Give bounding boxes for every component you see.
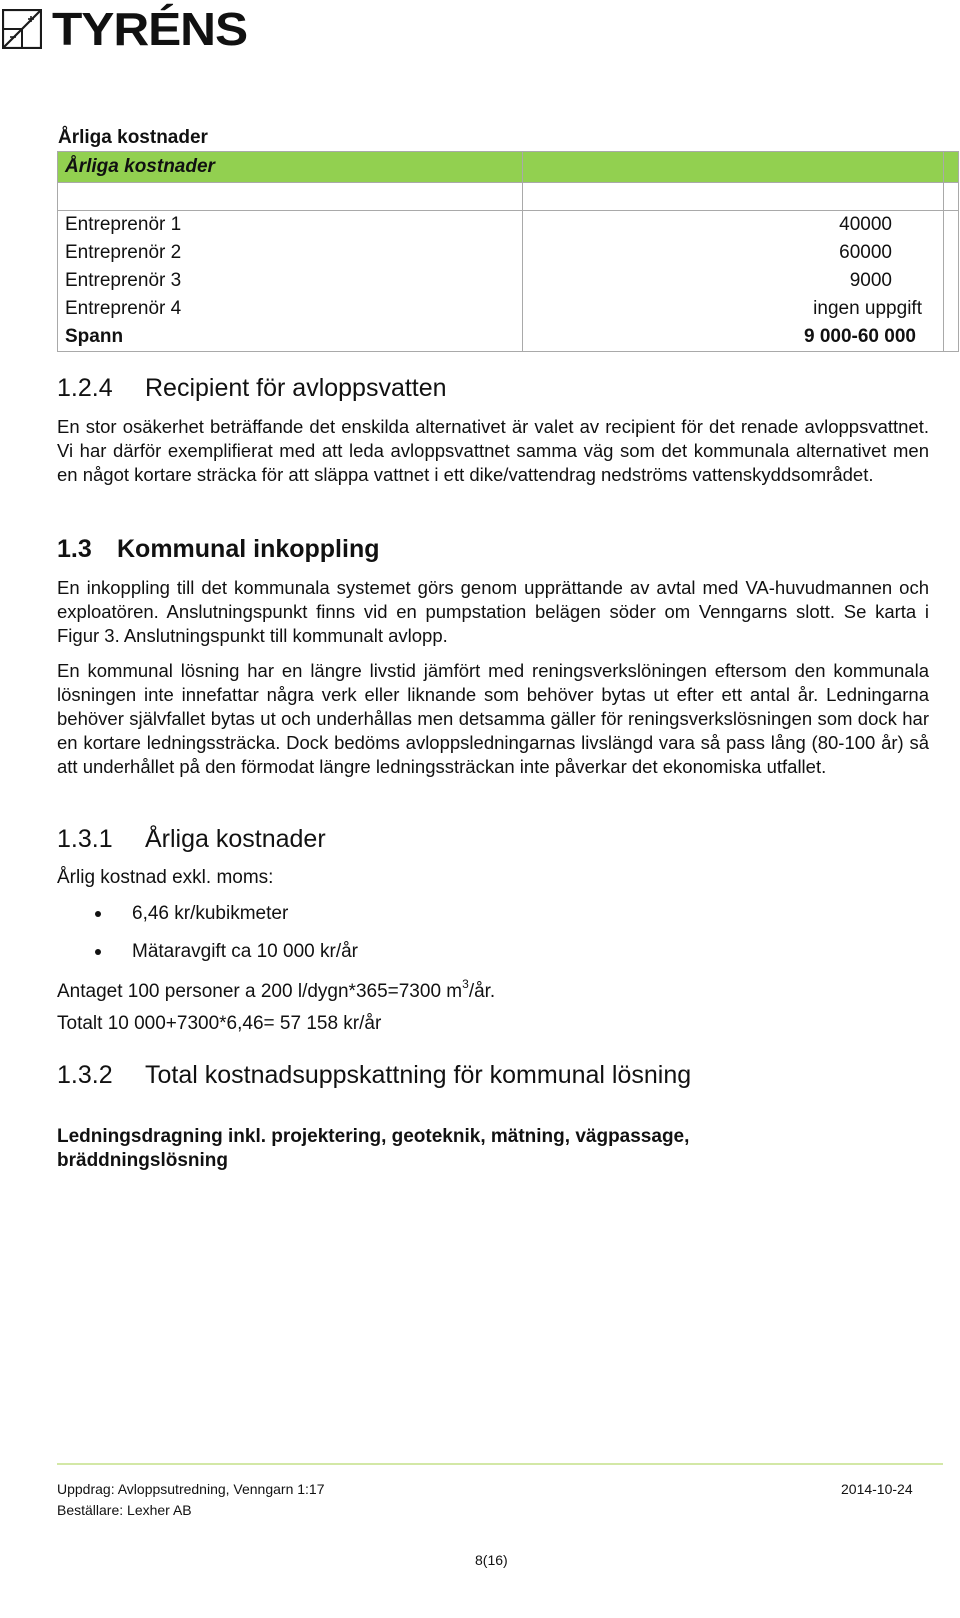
section-number: 1.3.1 [57,825,113,853]
section-heading-1-3 [57,535,380,564]
section-title: Recipient för avloppsvatten [145,374,447,402]
section-number: 1.3 [57,535,92,563]
list-item-text: Mätaravgift ca 10 000 kr/år [132,941,358,962]
cost-bullet-list [57,895,358,971]
table-header-cell [943,152,958,183]
table-row-total [58,323,959,352]
bullet-icon [95,949,101,955]
row-value: 9000 [522,267,943,295]
bold-cost-item: Ledningsdragning inkl. projektering, geoteknik, mätning, vägpassage, bräddningslösning [57,1126,690,1171]
table-header-cell [522,152,943,183]
row-label: Entreprenör 2 [58,239,523,267]
table-row [58,295,959,323]
bullet-icon [95,911,101,917]
logo-mark-icon [2,9,42,49]
section-heading-1-3-2 [57,1061,691,1090]
table-row [58,239,959,267]
list-item [57,933,358,971]
table-header-row [58,152,959,183]
table-caption: Årliga kostnader [58,127,208,148]
list-item-text: 6,46 kr/kubikmeter [132,903,289,924]
section-heading-1-2-4 [57,374,447,403]
company-logo [2,3,248,55]
table-row [58,267,959,295]
row-value: 60000 [522,239,943,267]
table-blank-row [58,183,959,211]
row-label: Entreprenör 1 [58,211,523,240]
footer-assignment: Uppdrag: Avloppsutredning, Venngarn 1:17 [57,1481,325,1497]
table-row [58,211,959,240]
footer-page-number: 8(16) [475,1552,508,1568]
superscript: 3 [462,977,469,991]
paragraph-recipient: En stor osäkerhet beträffande det enskilda alternativet är valet av recipient för det renade avloppsvattnet. Vi har därför exemplifierat med att leda avloppsvattnet samma väg som det kommunala alternativet men en något kortare sträcka för att släppa vattnet i ett dike/vattendrag nedströms vattenskyddsområdet. [57,416,929,485]
section-number: 1.2.4 [57,374,113,402]
row-label: Spann [58,323,523,352]
footer-divider [57,1463,943,1465]
row-value: 40000 [522,211,943,240]
logo-wordmark: TYRÉNS [52,3,248,55]
section-heading-1-3-1 [57,825,326,854]
row-label: Entreprenör 3 [58,267,523,295]
section-title: Total kostnadsuppskattning för kommunal lösning [145,1061,692,1089]
cost-intro: Årlig kostnad exkl. moms: [57,867,274,888]
annual-costs-table [57,151,959,352]
list-item [57,895,358,933]
footer-date: 2014-10-24 [841,1481,913,1497]
paragraph-livstid: En kommunal lösning har en längre livstid jämfört med reningsverkslöningen eftersom den kommunala lösningen inte innefattar några verk eller liknande som behöver bytas ut efter ett antal år. Ledningarna behöver självfallet bytas ut och underhållas men detsamma gäller för reningsverkslösningen som dock har en kortare ledningssträcka. Dock bedöms avloppsledningarnas livslängd vara så pass lång (80-100 år) så att underhållet på den förmodat längre ledningssträckan inte påverkar det ekonomiska utfallet. [57,660,929,777]
paragraph-inkoppling: En inkoppling till det kommunala systemet görs genom upprättande av avtal med VA-huvudmannen och exploatören. Anslutningspunkt finns vid en pumpstation belägen söder om Venngarns slott. Se karta i Figur 3. Anslutningspunkt till kommunalt avlopp. [57,577,929,646]
total-line: Totalt 10 000+7300*6,46= 57 158 kr/år [57,1013,382,1034]
row-value: 9 000-60 000 [522,323,943,352]
row-value: ingen uppgift [522,295,943,323]
row-label: Entreprenör 4 [58,295,523,323]
section-title: Kommunal inkoppling [117,535,380,563]
table-header-label: Årliga kostnader [58,152,523,183]
section-number: 1.3.2 [57,1061,113,1089]
footer-client: Beställare: Lexher AB [57,1502,192,1518]
assumption-line: Antaget 100 personer a 200 l/dygn*365=7300 $m^3/år$. [57,977,496,1002]
section-title: Årliga kostnader [145,825,326,853]
